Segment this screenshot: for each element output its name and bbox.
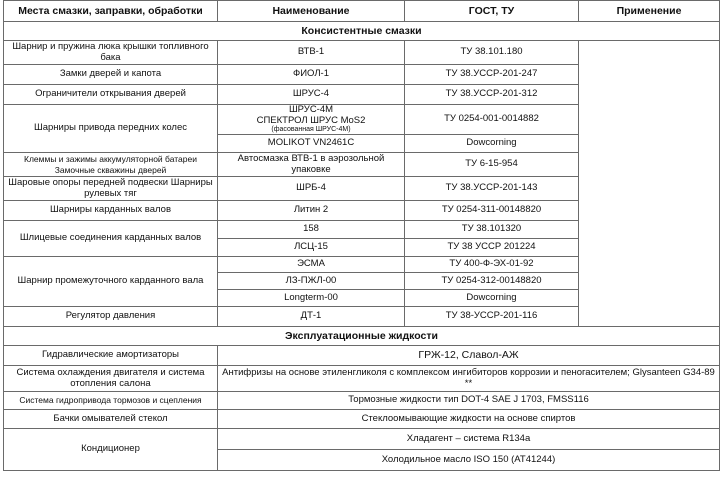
value-cell: Стеклоомывающие жидкости на основе спиртов: [218, 410, 720, 429]
gost-cell: ТУ 38-УССР-201-116: [405, 307, 579, 327]
name-cell: ДТ-1: [218, 307, 405, 327]
name-cell: [218, 105, 405, 135]
place-cell: Шлицевые соединения карданных валов: [4, 221, 218, 257]
lubricants-table: [3, 0, 720, 327]
name-line: ШРУС-4М: [288, 104, 334, 115]
place-cell: Регулятор давления: [4, 307, 218, 327]
section-header-greases: [4, 22, 720, 41]
place-cell: Шарниры привода передних колес: [4, 105, 218, 153]
gost-cell: ТУ 0254-001-0014882: [405, 105, 579, 135]
value-cell: Холодильное масло ISO 150 (АТ41244): [218, 450, 720, 471]
place-cell: Система охлаждения двигателя и система отопления салона: [4, 366, 218, 392]
place-cell: Гидравлические амортизаторы: [4, 346, 218, 366]
name-line: СПЕКТРОЛ ШРУС MoS2: [256, 114, 366, 126]
place-cell: Клеммы и зажимы аккумуляторной батареи Замочные скважины дверей: [4, 153, 218, 177]
gost-cell: ТУ 38 УССР 201224: [405, 239, 579, 257]
table-row: [4, 392, 720, 410]
gost-cell: ТУ 0254-311-00148820: [405, 201, 579, 221]
col-header-use: Применение: [579, 1, 720, 22]
gost-cell: ТУ 400-Ф-ЭХ-01-92: [405, 257, 579, 273]
name-cell: ШРУС-4: [218, 85, 405, 105]
section-header-fluids: [4, 327, 720, 346]
header-row: [4, 1, 720, 22]
place-cell: Шарниры карданных валов: [4, 201, 218, 221]
gost-cell: ТУ 38.101320: [405, 221, 579, 239]
name-cell: ШРБ-4: [218, 177, 405, 201]
table-row: [4, 429, 720, 450]
col-header-name: Наименование: [218, 1, 405, 22]
name-cell: Литин 2: [218, 201, 405, 221]
table-row: [4, 366, 720, 392]
table-row: [4, 41, 720, 65]
name-cell: ЛЗ-ПЖЛ-00: [218, 273, 405, 290]
value-cell: Хладагент – система R134a: [218, 429, 720, 450]
value-cell: ГРЖ-12, Славол-АЖ: [218, 346, 720, 366]
place-cell: Кондиционер: [4, 429, 218, 471]
place-cell: Шарнир промежуточного карданного вала: [4, 257, 218, 307]
table-row: [4, 346, 720, 366]
gost-cell: ТУ 38.УССР-201-312: [405, 85, 579, 105]
place-cell: Шарнир и пружина люка крышки топливного бака: [4, 41, 218, 65]
place-cell: Замки дверей и капота: [4, 65, 218, 85]
place-cell: Ограничители открывания дверей: [4, 85, 218, 105]
gost-cell: ТУ 38.УССР-201-143: [405, 177, 579, 201]
col-header-place: Места смазки, заправки, обработки: [4, 1, 218, 22]
section-title: Консистентные смазки: [4, 22, 720, 41]
fluids-table: [3, 326, 720, 471]
name-cell: ЭСМА: [218, 257, 405, 273]
name-cell: ЛСЦ-15: [218, 239, 405, 257]
gost-cell: ТУ 38.101.180: [405, 41, 579, 65]
name-cell: ФИОЛ-1: [218, 65, 405, 85]
col-header-gost: ГОСТ, ТУ: [405, 1, 579, 22]
value-cell: Тормозные жидкости тип DOT-4 SAE J 1703, FMSS116: [218, 392, 720, 410]
place-cell: Бачки омывателей стекол: [4, 410, 218, 429]
name-cell: ВТВ-1: [218, 41, 405, 65]
use-cell-empty: [579, 41, 720, 327]
place-cell: Система гидропривода тормозов и сцепления: [4, 392, 218, 410]
table-row: [4, 410, 720, 429]
name-cell: MOLIKOT VN2461C: [218, 135, 405, 153]
gost-cell: ТУ 0254-312-00148820: [405, 273, 579, 290]
name-cell: 158: [218, 221, 405, 239]
gost-cell: Dowcorning: [405, 135, 579, 153]
gost-cell: ТУ 38.УССР-201-247: [405, 65, 579, 85]
section-title: Эксплуатационные жидкости: [4, 327, 720, 346]
gost-cell: ТУ 6-15-954: [405, 153, 579, 177]
gost-cell: Dowcorning: [405, 290, 579, 307]
name-cell: Автосмазка ВТВ-1 в аэрозольной упаковке: [218, 153, 405, 177]
name-cell: Longterm-00: [218, 290, 405, 307]
place-cell: Шаровые опоры передней подвески Шарниры рулевых тяг: [4, 177, 218, 201]
name-note: (фасованная ШРУС-4М): [271, 126, 351, 133]
value-cell: Антифризы на основе этиленгликоля с комплексом ингибиторов коррозии и пеногасителем; Glysanteen G34-89 **: [218, 366, 720, 392]
